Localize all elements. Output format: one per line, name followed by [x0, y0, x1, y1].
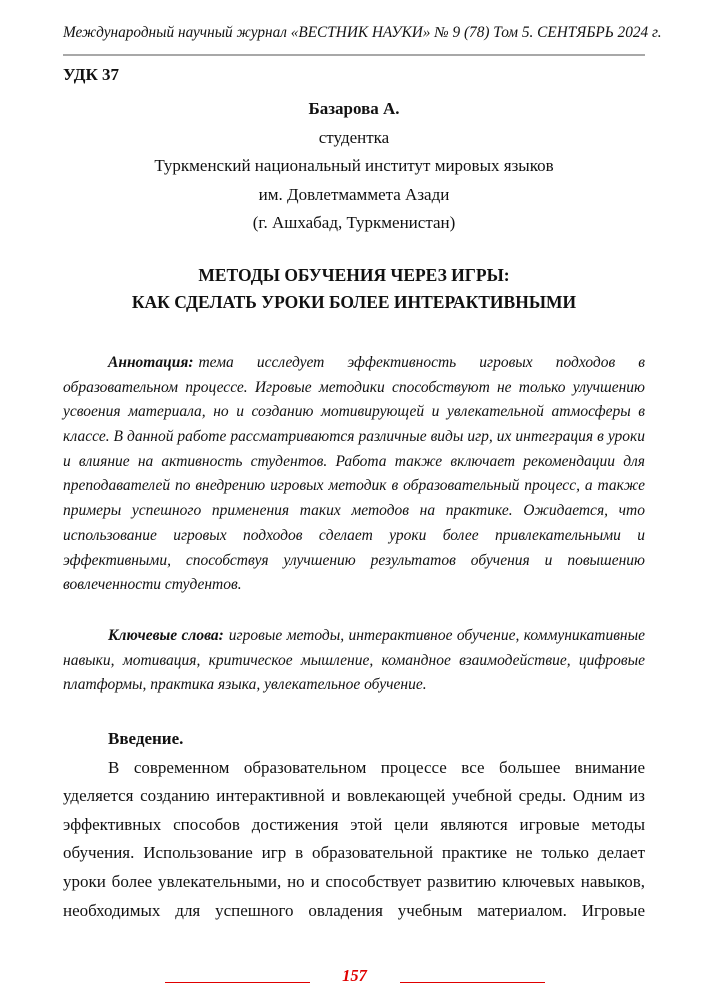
header-divider: [63, 54, 645, 56]
author-role: студентка: [318, 127, 390, 147]
abstract-text: тема исследует эффективность игровых подходов в образовательном процессе. Игровые методики способствуют не только улучшению усвоения материала, но и созданию мотивирующей и увлекательной атмосферы в классе. В данной работе рассматриваются различные виды игр, их интеграция в уроки и влияние на активность студентов. Работа также включает рекомендации для преподавателей по внедрению игровых методик в образовательный процесс, а также примеры успешного применения таких методов на практике. Ожидается, что использование игровых подходов сделает уроки более привлекательными и эффективными, способствуя улучшению результатов обучения и повышению вовлеченности студентов.: [63, 353, 645, 594]
keywords-paragraph: [63, 624, 645, 698]
article-title-line1: МЕТОДЫ ОБУЧЕНИЯ ЧЕРЕЗ ИГРЫ:: [198, 264, 510, 285]
abstract-label: Аннотация:: [108, 353, 194, 371]
udc-code: УДК 37: [63, 65, 120, 84]
article-title-line2: КАК СДЕЛАТЬ УРОКИ БОЛЕЕ ИНТЕРАКТИВНЫМИ: [131, 292, 577, 313]
author-affiliation-line2: им. Довлетмаммета Азади: [258, 184, 450, 204]
author-location: (г. Ашхабад, Туркменистан): [252, 213, 456, 233]
footer-rule-right: [400, 982, 545, 983]
section-heading-introduction: Введение.: [108, 729, 184, 749]
author-affiliation-line1: Туркменский национальный институт мировых языков: [154, 156, 554, 176]
page-footer: [0, 966, 709, 986]
running-head: Международный научный журнал «ВЕСТНИК НАУКИ» № 9 (78) Том 5. СЕНТЯБРЬ 2024 г.: [63, 24, 662, 41]
page-number: 157: [342, 966, 367, 985]
keywords-text: игровые методы, интерактивное обучение, коммуникативные навыки, мотивация, критическое мышление, командное взаимодействие, цифровые платформы, практика языка, увлекательное обучение.: [63, 627, 646, 694]
introduction-paragraph: В современном образовательном процессе все большее внимание уделяется созданию интерактивной и вовлекающей учебной среды. Одним из эффективных способов достижения этой цели являются игровые методы обучения. Использование игр в образовательной практике не только делает уроки более увлекательными, но и способствует развитию ключевых навыков, необходимых для успешного овладения учебным материалом. Игровые: [63, 757, 645, 920]
article-title: [63, 262, 645, 317]
author-block: [63, 95, 645, 238]
abstract-paragraph: [63, 351, 645, 598]
author-name: Базарова А.: [308, 99, 400, 118]
footer-rule-left: [165, 982, 310, 983]
keywords-label: Ключевые слова:: [108, 627, 224, 644]
